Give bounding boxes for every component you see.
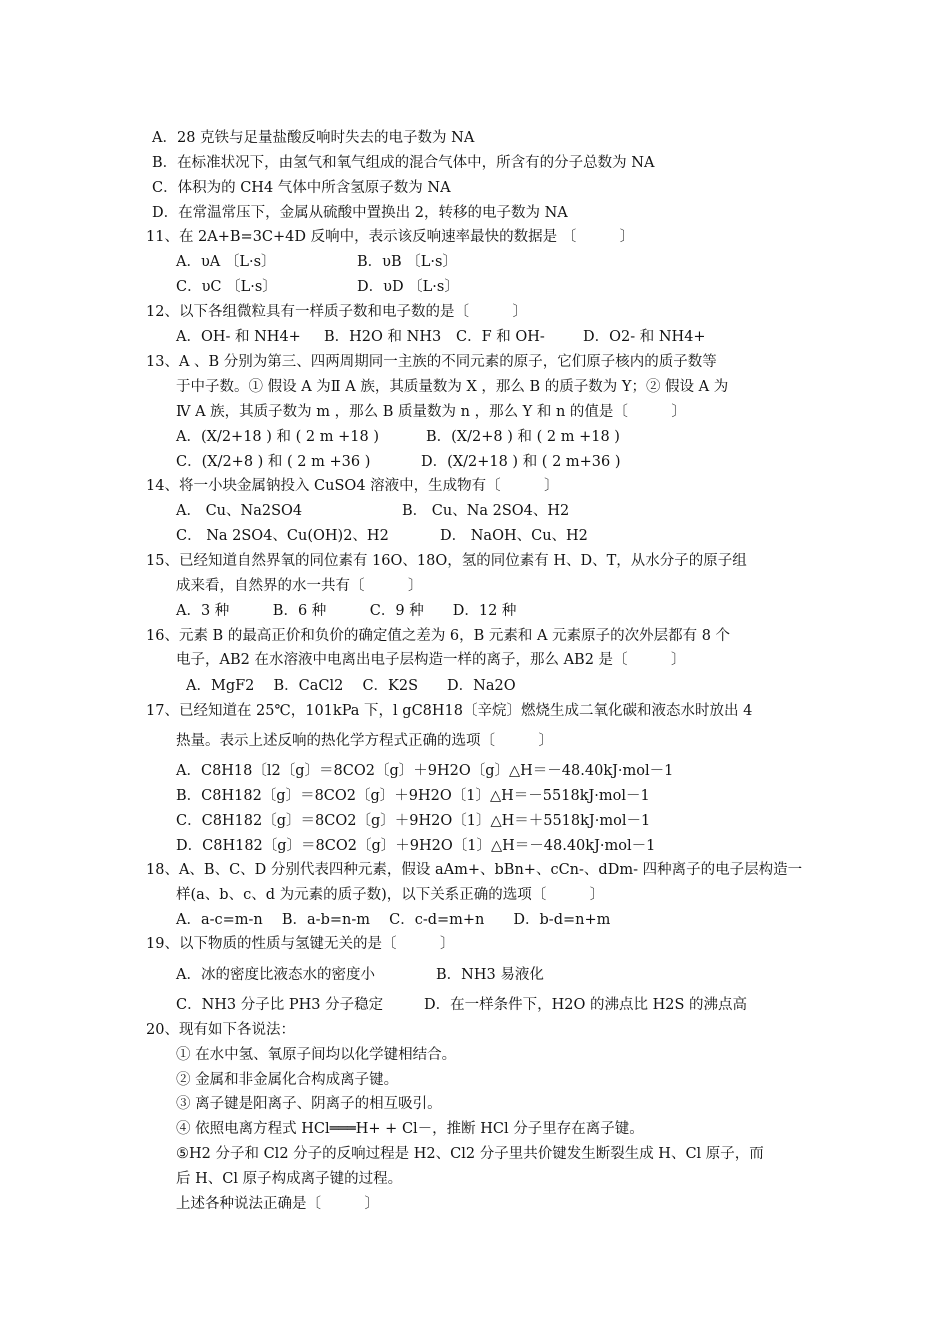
q15-line-1: 15、已经知道自然界氧的同位素有 16O、18O，氢的同位素有 H、D、T，从水分子的原子组 xyxy=(146,553,747,569)
q10-option-c: C．体积为的 CH4 气体中所含氢原子数为 NA xyxy=(152,180,451,196)
q20-statement-5-line-1: ⑤H2 分子和 Cl2 分子的反响过程是 H2、Cl2 分子里共价键发生断裂生成 H、Cl 原子，而 xyxy=(176,1146,764,1162)
q20-statement-5-line-2: 后 H、Cl 原子构成离子键的过程。 xyxy=(176,1171,403,1187)
q13-line-2: 于中子数。① 假设 A 为Ⅱ A 族，其质量数为 X ，那么 B 的质子数为 Y；② 假设 A 为 xyxy=(176,379,729,395)
q19-stem: 19、以下物质的性质与氢键无关的是〔 〕 xyxy=(146,936,455,952)
q20-statement-4: ④ 依照电离方程式 HCl═══H+ + Cl－，推断 HCl 分子里存在离子键。 xyxy=(176,1121,644,1137)
q12-option-a: A．OH- 和 NH4+ xyxy=(176,329,301,345)
q16-line-1: 16、元素 B 的最高正价和负价的确定值之差为 6，B 元素和 A 元素原子的次外层都有 8 个 xyxy=(146,628,731,644)
q16-options: A．MgF2 B．CaCl2 C．K2S D．Na2O xyxy=(186,678,516,694)
q19-option-b: B．NH3 易液化 xyxy=(436,967,544,983)
q17-option-b: B．C8H182〔g〕＝8CO2〔g〕＋9H2O〔1〕△H＝－5518kJ·mol－1 xyxy=(176,788,650,804)
q14-stem: 14、将一小块金属钠投入 CuSO4 溶液中，生成物有〔 〕 xyxy=(146,478,559,494)
q11-stem: 11、在 2A+B=3C+4D 反响中，表示该反响速率最快的数据是 〔 〕 xyxy=(146,229,635,245)
q14-option-a: A． Cu、Na2SO4 xyxy=(176,503,303,519)
q13-line-1: 13、A 、B 分别为第三、四两周期同一主族的不同元素的原子，它们原子核内的质子数等 xyxy=(146,354,717,370)
q10-option-a: A．28 克铁与足量盐酸反响时失去的电子数为 NA xyxy=(152,130,475,146)
q20-statement-2: ② 金属和非金属化合构成离子键。 xyxy=(176,1072,399,1088)
q17-option-d: D．C8H182〔g〕＝8CO2〔g〕＋9H2O〔1〕△H＝－48.40kJ·mol－1 xyxy=(176,838,656,854)
q18-options: A．a-c=m-n B．a-b=n-m C．c-d=m+n D．b-d=n+m xyxy=(176,912,611,928)
q13-option-a: A．(X/2+18 ) 和 ( 2 m +18 ) xyxy=(176,429,379,445)
q10-option-d: D．在常温常压下，金属从硫酸中置换出 2，转移的电子数为 NA xyxy=(152,205,568,221)
q15-options: A．3 种 B．6 种 C．9 种 D．12 种 xyxy=(176,603,517,619)
q11-option-a: A．υA 〔L·s〕 xyxy=(176,254,276,270)
q11-option-c: C．υC 〔L·s〕 xyxy=(176,279,277,295)
q17-option-c: C．C8H182〔g〕＝8CO2〔g〕＋9H2O〔1〕△H＝＋5518kJ·mol－1 xyxy=(176,813,651,829)
q11-option-b: B．υB 〔L·s〕 xyxy=(357,254,457,270)
q12-option-c: C．F 和 OH- xyxy=(456,329,545,345)
q17-line-1: 17、已经知道在 25℃，101kPa 下，l gC8H18〔辛烷〕燃烧生成二氧化碳和液态水时放出 4 xyxy=(146,703,753,719)
q20-statement-3: ③ 离子键是阳离子、阴离子的相互吸引。 xyxy=(176,1096,442,1112)
q13-line-3: Ⅳ A 族，其质子数为 m ，那么 B 质量数为 n ，那么 Y 和 n 的值是〔 〕 xyxy=(176,404,686,420)
q12-option-b: B．H2O 和 NH3 xyxy=(324,329,442,345)
q13-option-b: B．(X/2+8 ) 和 ( 2 m +18 ) xyxy=(426,429,620,445)
q14-option-d: D． NaOH、Cu、H2 xyxy=(440,528,588,544)
q13-option-d: D．(X/2+18 ) 和 ( 2 m+36 ) xyxy=(421,454,621,470)
q20-prompt: 上述各种说法正确是〔 〕 xyxy=(176,1196,379,1212)
q20-statement-1: ① 在水中氢、氧原子间均以化学键相结合。 xyxy=(176,1047,457,1063)
q16-line-2: 电子，AB2 在水溶液中电离出电子层构造一样的离子，那么 AB2 是〔 〕 xyxy=(176,652,686,668)
q17-line-2: 热量。表示上述反响的热化学方程式正确的选项〔 〕 xyxy=(176,733,553,749)
q18-line-2: 样(a、b、c、d 为元素的质子数)，以下关系正确的选项〔 〕 xyxy=(176,887,605,903)
q18-line-1: 18、A、B、C、D 分别代表四种元素，假设 aAm+、bBn+、cCn-、dDm- 四种离子的电子层构造一 xyxy=(146,862,803,878)
q12-stem: 12、以下各组微粒具有一样质子数和电子数的是〔 〕 xyxy=(146,304,527,320)
q12-option-d: D．O2- 和 NH4+ xyxy=(583,329,706,345)
q13-option-c: C．(X/2+8 ) 和 ( 2 m +36 ) xyxy=(176,454,371,470)
q11-option-d: D．υD 〔L·s〕 xyxy=(357,279,459,295)
q15-line-2: 成来看，自然界的水一共有〔 〕 xyxy=(176,578,423,594)
q10-option-b: B．在标准状况下，由氢气和氧气组成的混合气体中，所含有的分子总数为 NA xyxy=(152,155,655,171)
q14-option-c: C． Na 2SO4、Cu(OH)2、H2 xyxy=(176,528,389,544)
q20-stem: 20、现有如下各说法： xyxy=(146,1022,295,1038)
q14-option-b: B． Cu、Na 2SO4、H2 xyxy=(402,503,570,519)
q17-option-a: A．C8H18〔l2〔g〕＝8CO2〔g〕＋9H2O〔g〕△H＝－48.40kJ·mol－1 xyxy=(176,763,674,779)
q19-option-a: A．冰的密度比液态水的密度小 xyxy=(176,967,375,983)
q19-option-c: C．NH3 分子比 PH3 分子稳定 xyxy=(176,997,384,1013)
q19-option-d: D．在一样条件下，H2O 的沸点比 H2S 的沸点高 xyxy=(424,997,748,1013)
